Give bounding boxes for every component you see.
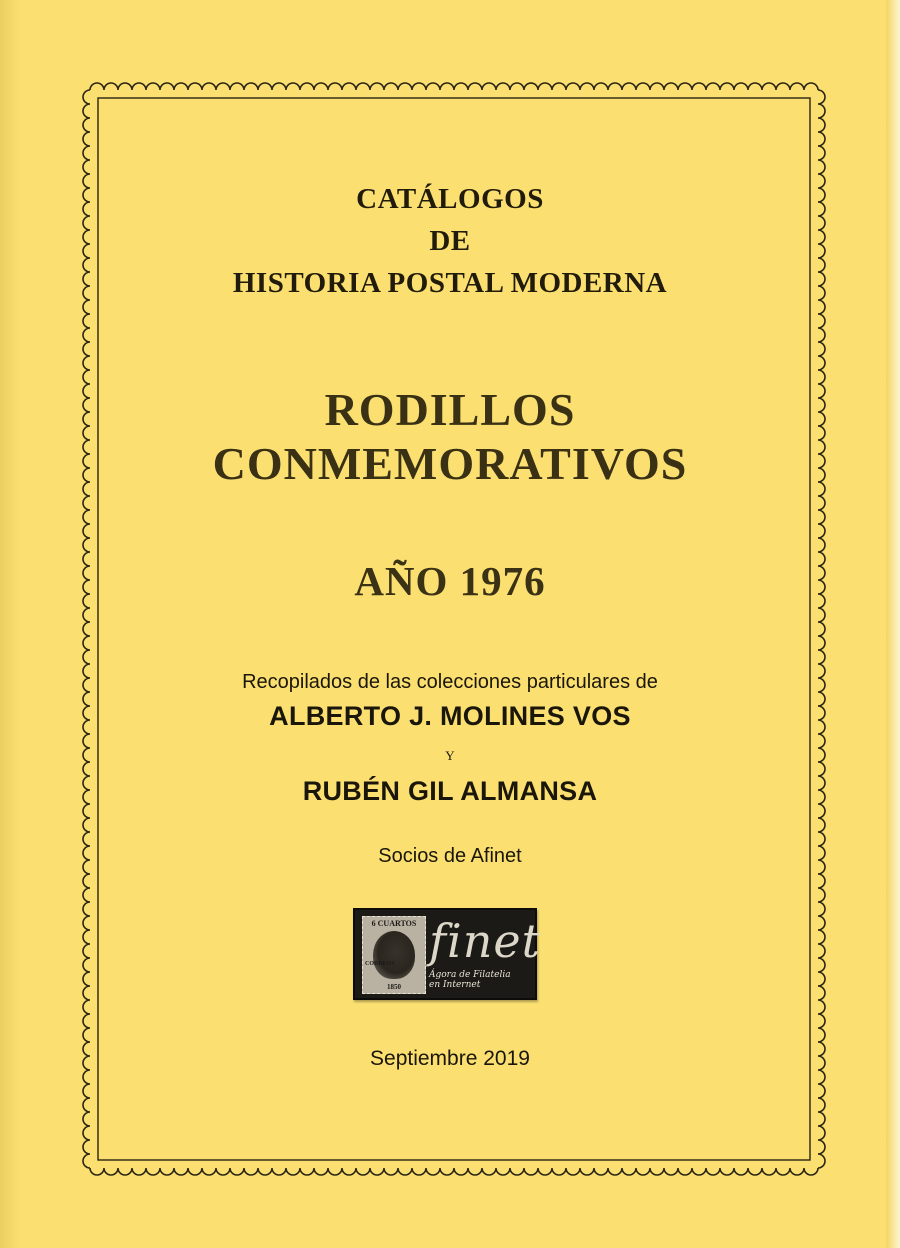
page-edge xyxy=(886,0,900,1248)
border-scallop xyxy=(818,90,825,1168)
stamp-side-label: CORREOS xyxy=(365,961,395,967)
queen-portrait-icon xyxy=(373,931,415,979)
catalog-line-2: DE xyxy=(429,225,471,257)
author-1: ALBERTO J. MOLINES VOS xyxy=(269,701,631,731)
catalog-heading xyxy=(100,178,800,304)
stamp-icon xyxy=(362,916,426,994)
border-scallop xyxy=(83,90,90,1168)
stamp-top-label: 6 CUARTOS xyxy=(371,919,417,928)
tagline-line-1: Ágora de Filatelia xyxy=(429,970,511,980)
logo-brand: finet xyxy=(429,914,542,968)
title-line-2: CONMEMORATIVOS xyxy=(212,438,688,489)
main-title xyxy=(100,384,800,490)
page-shadow xyxy=(0,0,20,1248)
year-title: AÑO 1976 xyxy=(354,558,546,604)
title-line-1: RODILLOS xyxy=(324,384,576,435)
conjunction: Y xyxy=(445,748,455,763)
catalog-line-1: CATÁLOGOS xyxy=(356,183,544,215)
border-scallop xyxy=(90,1168,818,1175)
afinet-logo xyxy=(353,908,542,1000)
members-text: Socios de Afinet xyxy=(378,845,522,867)
author-2: RUBÉN GIL ALMANSA xyxy=(302,776,598,806)
publication-date: Septiembre 2019 xyxy=(370,1047,530,1070)
intro-text: Recopilados de las colecciones particulares de xyxy=(242,671,658,693)
tagline-line-2: en Internet xyxy=(429,980,481,990)
logo-tagline xyxy=(429,970,533,990)
catalog-line-3: HISTORIA POSTAL MODERNA xyxy=(232,267,668,299)
stamp-bottom-label: 1850 xyxy=(387,983,401,991)
border-scallop xyxy=(90,83,818,90)
